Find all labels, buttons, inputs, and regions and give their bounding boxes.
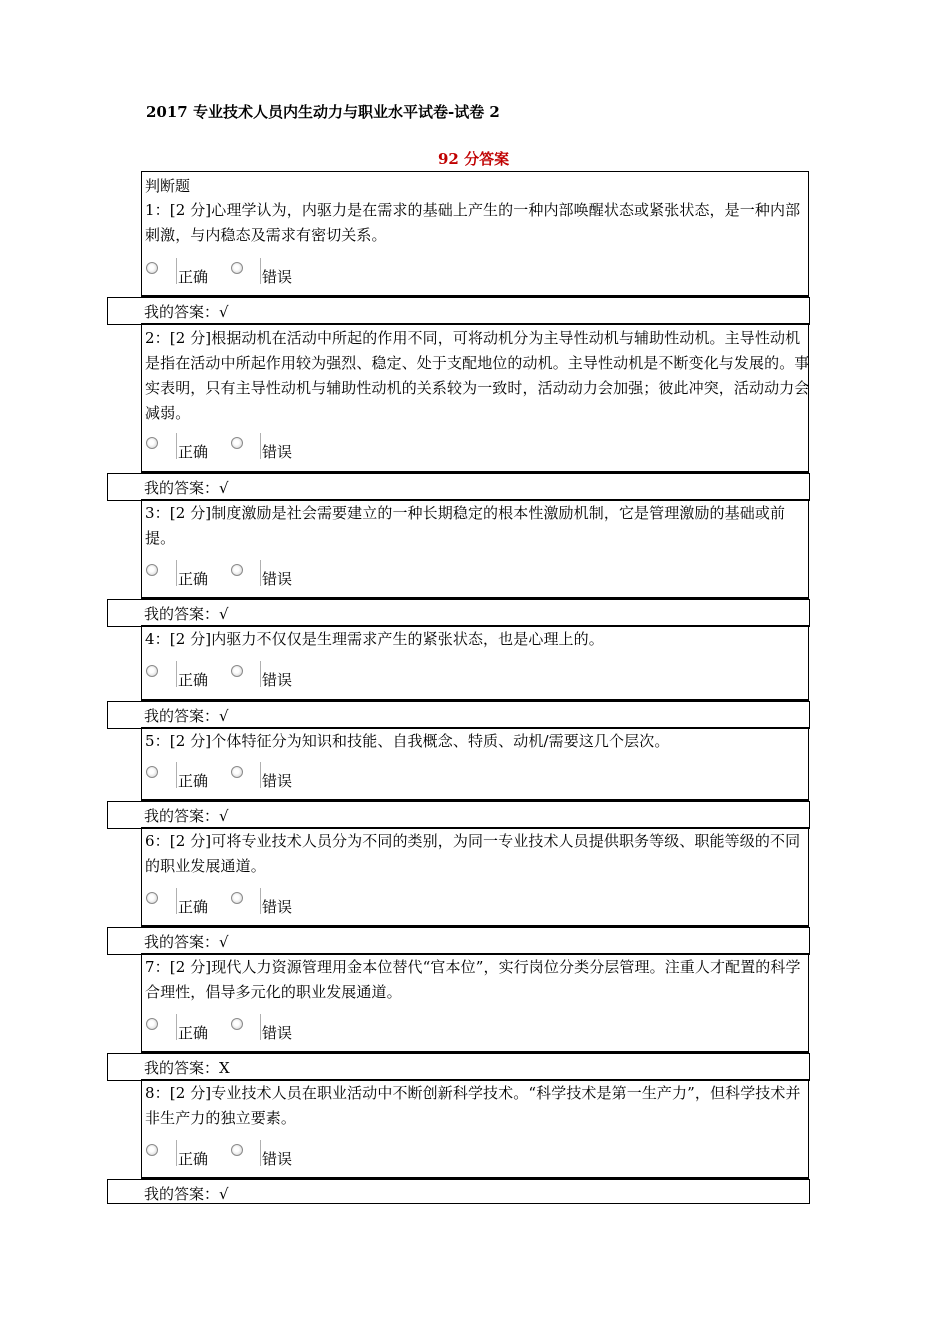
my-answer-value: √ <box>219 303 229 321</box>
option-divider <box>260 1140 261 1166</box>
option-divider <box>176 433 177 459</box>
answer-options <box>142 665 442 695</box>
option-divider <box>260 762 261 788</box>
radio-true[interactable] <box>146 665 158 677</box>
option-true-label: 正确 <box>178 570 209 588</box>
score-heading: 92 分答案 <box>438 150 510 168</box>
option-true-label: 正确 <box>178 1024 209 1042</box>
my-answer-label: 我的答案：√ <box>144 1185 229 1203</box>
question-5 <box>141 727 809 801</box>
option-divider <box>260 661 261 687</box>
radio-true[interactable] <box>146 564 158 576</box>
question-text: 5：[2 分]个体特征分为知识和技能、自我概念、特质、动机/需要这几个层次。 <box>145 732 670 750</box>
my-answer-value: √ <box>219 605 229 623</box>
question-text: 4：[2 分]内驱力不仅仅是生理需求产生的紧张状态，也是心理上的。 <box>145 630 604 648</box>
option-true-label: 正确 <box>178 1150 209 1168</box>
my-answer-value: √ <box>219 933 229 951</box>
question-text: 7：[2 分]现代人力资源管理用金本位替代“官本位”，实行岗位分类分层管理。注重人才配置的科学合理性，倡导多元化的职业发展通道。 <box>145 958 801 1001</box>
my-answer-label: 我的答案：X <box>144 1059 230 1077</box>
option-false-label: 错误 <box>262 772 293 790</box>
radio-false[interactable] <box>231 665 243 677</box>
my-answer-row <box>107 297 810 325</box>
my-answer-value: √ <box>219 479 229 497</box>
my-answer-label: 我的答案：√ <box>144 479 229 497</box>
question-text: 1：[2 分]心理学认为，内驱力是在需求的基础上产生的一种内部唤醒状态或紧张状态，是一种内部刺激，与内稳态及需求有密切关系。 <box>145 201 801 244</box>
answer-options <box>142 892 442 922</box>
question-8 <box>141 1079 809 1179</box>
question-7 <box>141 953 809 1053</box>
answer-options <box>142 437 442 467</box>
option-false-label: 错误 <box>262 898 293 916</box>
my-answer-label: 我的答案：√ <box>144 933 229 951</box>
option-true-label: 正确 <box>178 268 209 286</box>
option-divider <box>260 888 261 914</box>
radio-true[interactable] <box>146 766 158 778</box>
my-answer-row <box>107 1179 810 1204</box>
option-false-label: 错误 <box>262 570 293 588</box>
radio-false[interactable] <box>231 1018 243 1030</box>
option-true-label: 正确 <box>178 671 209 689</box>
radio-false[interactable] <box>231 262 243 274</box>
my-answer-value: √ <box>219 807 229 825</box>
option-divider <box>176 1140 177 1166</box>
document-title: 2017 专业技术人员内生动力与职业水平试卷-试卷 2 <box>146 103 500 121</box>
radio-false[interactable] <box>231 766 243 778</box>
answer-options <box>142 262 442 292</box>
question-2 <box>141 323 809 473</box>
question-6 <box>141 827 809 927</box>
radio-false[interactable] <box>231 892 243 904</box>
answer-options <box>142 766 442 796</box>
my-answer-row <box>107 473 810 501</box>
answer-options <box>142 1144 442 1174</box>
question-text: 6：[2 分]可将专业技术人员分为不同的类别，为同一专业技术人员提供职务等级、职能等级的不同的职业发展通道。 <box>145 832 801 875</box>
my-answer-value: √ <box>219 1185 229 1203</box>
option-divider <box>260 1014 261 1040</box>
option-divider <box>260 560 261 586</box>
option-true-label: 正确 <box>178 443 209 461</box>
my-answer-label: 我的答案：√ <box>144 707 229 725</box>
radio-true[interactable] <box>146 437 158 449</box>
my-answer-row <box>107 599 810 627</box>
my-answer-value: √ <box>219 707 229 725</box>
my-answer-value: X <box>219 1059 230 1077</box>
my-answer-label: 我的答案：√ <box>144 303 229 321</box>
option-false-label: 错误 <box>262 1150 293 1168</box>
radio-false[interactable] <box>231 437 243 449</box>
question-text: 2：[2 分]根据动机在活动中所起的作用不同，可将动机分为主导性动机与辅助性动机。主导性动机是指在活动中所起作用较为强烈、稳定、处于支配地位的动机。主导性动机是不断变化与发展的。事实表明，只有主导性动机与辅助性动机的关系较为一致时，活动动力会加强；彼此冲突，活动动力会减弱。 <box>145 329 810 422</box>
option-false-label: 错误 <box>262 671 293 689</box>
option-true-label: 正确 <box>178 898 209 916</box>
option-divider <box>260 258 261 284</box>
question-3 <box>141 499 809 599</box>
option-false-label: 错误 <box>262 443 293 461</box>
option-true-label: 正确 <box>178 772 209 790</box>
question-text: 3：[2 分]制度激励是社会需要建立的一种长期稳定的根本性激励机制，它是管理激励的基础或前提。 <box>145 504 786 547</box>
option-divider <box>260 433 261 459</box>
radio-false[interactable] <box>231 1144 243 1156</box>
radio-true[interactable] <box>146 1144 158 1156</box>
option-divider <box>176 661 177 687</box>
radio-true[interactable] <box>146 892 158 904</box>
my-answer-row <box>107 701 810 729</box>
option-divider <box>176 258 177 284</box>
my-answer-label: 我的答案：√ <box>144 807 229 825</box>
option-false-label: 错误 <box>262 268 293 286</box>
radio-false[interactable] <box>231 564 243 576</box>
option-divider <box>176 560 177 586</box>
option-divider <box>176 1014 177 1040</box>
my-answer-row <box>107 1053 810 1081</box>
question-4 <box>141 625 809 701</box>
answer-options <box>142 564 442 594</box>
question-text: 8：[2 分]专业技术人员在职业活动中不断创新科学技术。“科学技术是第一生产力”，但科学技术并非生产力的独立要素。 <box>145 1084 801 1127</box>
my-answer-row <box>107 801 810 829</box>
my-answer-row <box>107 927 810 955</box>
radio-true[interactable] <box>146 262 158 274</box>
option-false-label: 错误 <box>262 1024 293 1042</box>
option-divider <box>176 762 177 788</box>
radio-true[interactable] <box>146 1018 158 1030</box>
section-label: 判断题 <box>145 177 191 195</box>
question-1 <box>141 171 809 297</box>
option-divider <box>176 888 177 914</box>
my-answer-label: 我的答案：√ <box>144 605 229 623</box>
answer-options <box>142 1018 442 1048</box>
